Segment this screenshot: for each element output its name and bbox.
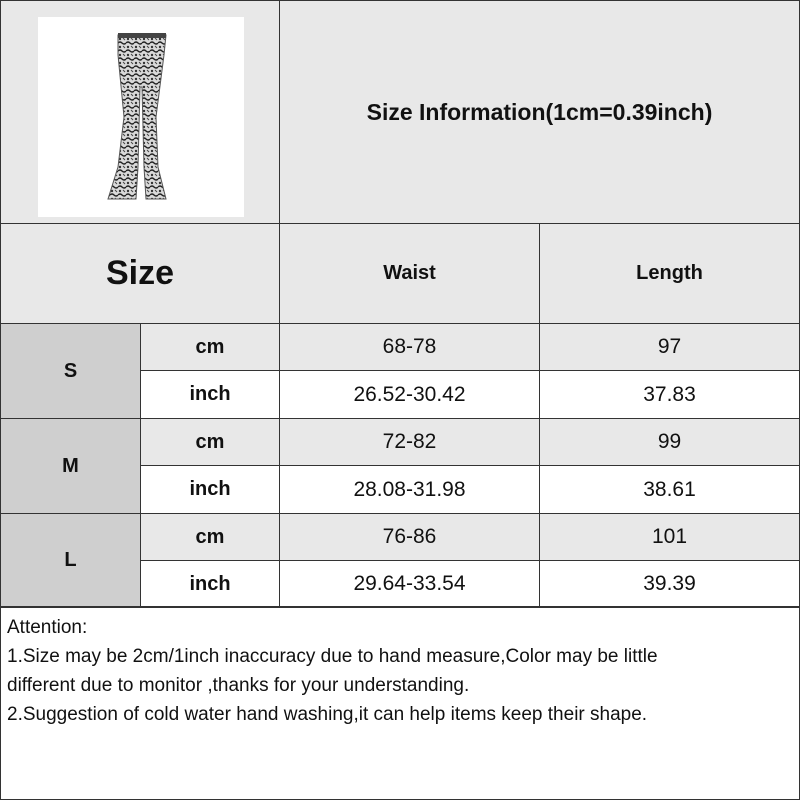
length-header: Length xyxy=(636,262,703,284)
unit-cm-s: cm xyxy=(140,323,280,371)
notes-line-2: different due to monitor ,thanks for your understanding. xyxy=(7,675,470,696)
length-inch-s: 37.83 xyxy=(539,370,800,419)
unit-inch-l: inch xyxy=(140,560,280,608)
notes-line-3: 2.Suggestion of cold water hand washing,it can help items keep their shape. xyxy=(7,704,648,725)
title-cell xyxy=(279,0,800,224)
size-header-cell xyxy=(0,223,280,324)
length-header-cell xyxy=(539,223,800,324)
size-header: Size xyxy=(105,254,175,292)
unit-cm-l: cm xyxy=(140,513,280,561)
waist-header: Waist xyxy=(383,262,436,284)
length-cm-m: 99 xyxy=(539,418,800,466)
length-inch-l: 39.39 xyxy=(539,560,800,608)
size-label-m: M xyxy=(0,418,141,514)
waist-inch-s: 26.52-30.42 xyxy=(279,370,540,419)
waist-cm-m: 72-82 xyxy=(279,418,540,466)
flared-pants-photo xyxy=(38,17,244,217)
length-inch-m: 38.61 xyxy=(539,465,800,514)
size-label-s: S xyxy=(0,323,141,419)
size-label-l: L xyxy=(0,513,141,608)
length-cm-l: 101 xyxy=(539,513,800,561)
length-cm-s: 97 xyxy=(539,323,800,371)
notes-heading: Attention: xyxy=(7,617,88,638)
waist-cm-s: 68-78 xyxy=(279,323,540,371)
attention-notes xyxy=(0,606,800,800)
unit-inch-m: inch xyxy=(140,465,280,514)
unit-inch-s: inch xyxy=(140,370,280,419)
waist-cm-l: 76-86 xyxy=(279,513,540,561)
waist-header-cell xyxy=(279,223,540,324)
waist-inch-l: 29.64-33.54 xyxy=(279,560,540,608)
product-photo xyxy=(38,17,244,217)
unit-cm-m: cm xyxy=(140,418,280,466)
waist-inch-m: 28.08-31.98 xyxy=(279,465,540,514)
page-title: Size Information(1cm=0.39inch) xyxy=(366,98,713,125)
notes-line-1: 1.Size may be 2cm/1inch inaccuracy due to hand measure,Color may be little xyxy=(7,646,658,667)
